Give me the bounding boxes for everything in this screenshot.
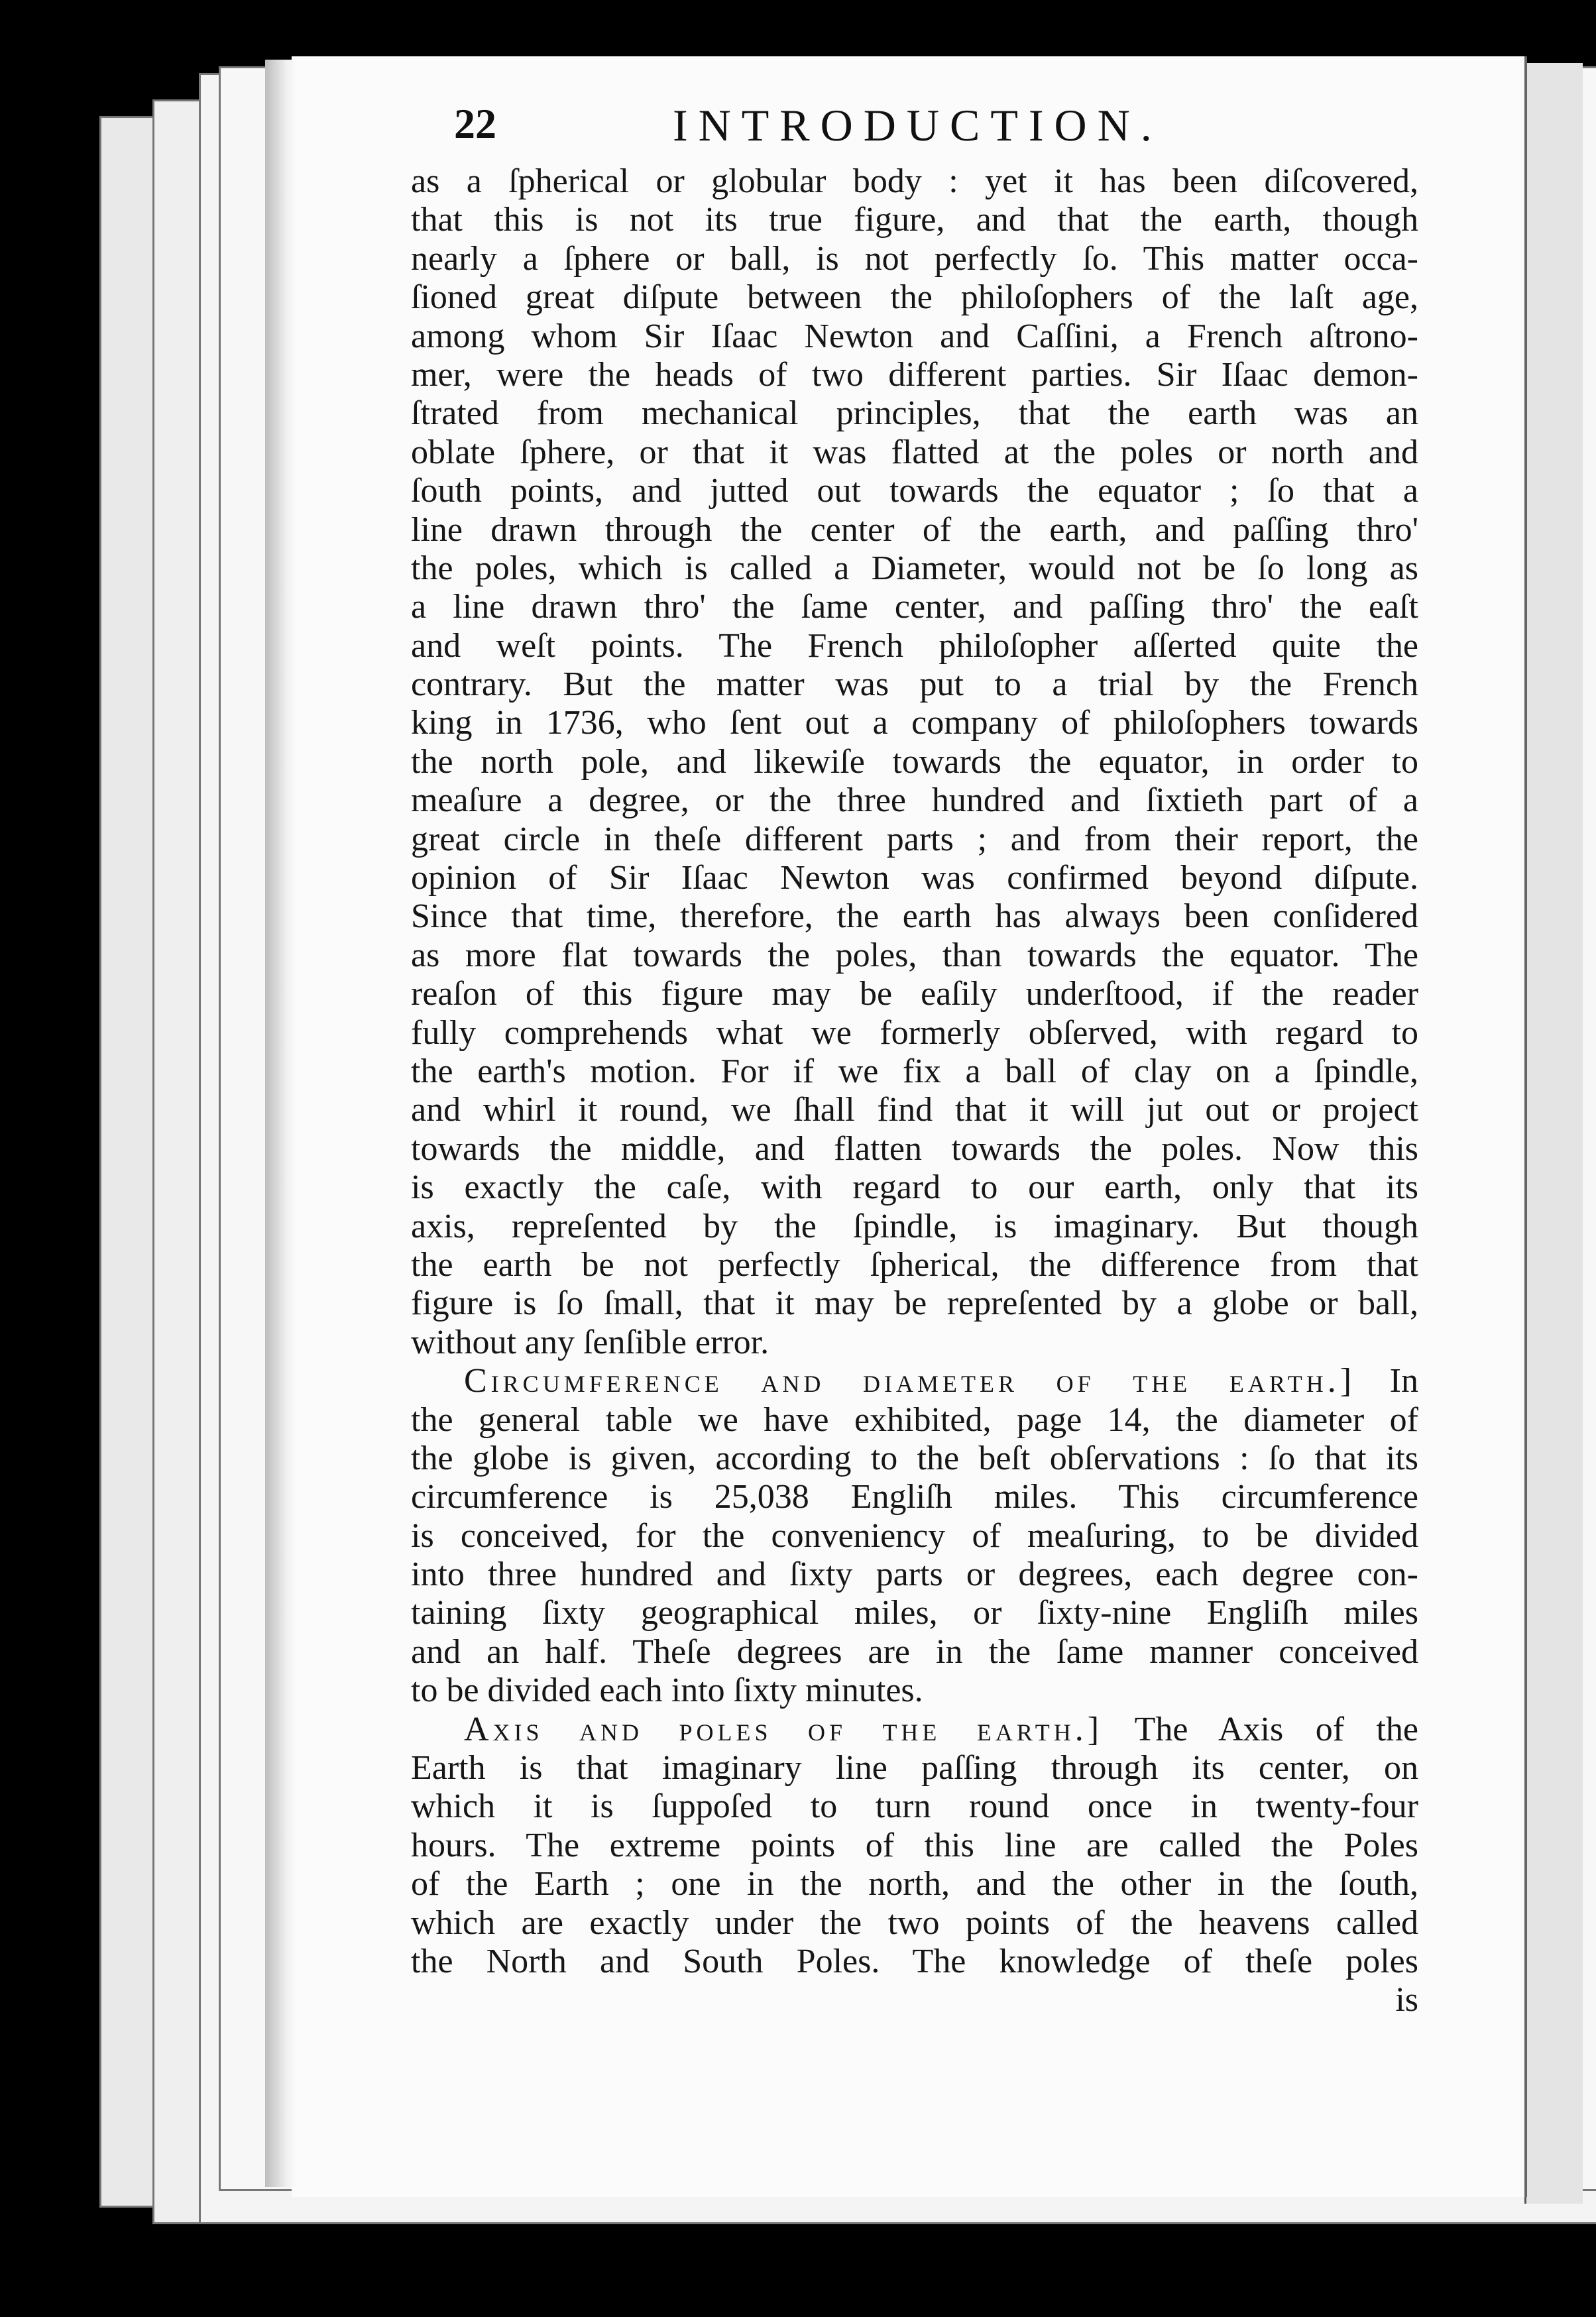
text-line: among whom Sir Iſaac Newton and Caſſini, a French aſtrono-: [411, 317, 1418, 355]
text-line: nearly a ſphere or ball, is not perfectly ſo. This matter occa-: [411, 239, 1418, 278]
text-line: fully comprehends what we formerly obſerved, with regard to: [411, 1013, 1418, 1052]
text-line: meaſure a degree, or the three hundred and ſixtieth part of a: [411, 781, 1418, 820]
text-line: king in 1736, who ſent out a company of philoſophers towards: [411, 704, 1418, 742]
section-first-line-text: In: [1389, 1362, 1418, 1400]
text-line: Earth is that imaginary line paſſing through its center, on: [411, 1749, 1418, 1787]
text-line: a line drawn thro' the ſame center, and paſſing thro' the eaſt: [411, 588, 1418, 626]
text-line: line drawn through the center of the earth, and paſſing thro': [411, 510, 1418, 549]
text-line: that this is not its true figure, and that the earth, though: [411, 201, 1418, 239]
text-line: contrary. But the matter was put to a trial by the French: [411, 665, 1418, 704]
text-line: which it is ſuppoſed to turn round once in twenty-four: [411, 1787, 1418, 1826]
text-line: and an half. Theſe degrees are in the ſame manner conceived: [411, 1632, 1418, 1671]
text-line: the earth's motion. For if we fix a ball of clay on a ſpindle,: [411, 1052, 1418, 1090]
paragraph-figure-of-earth: [411, 162, 1418, 1362]
text-line: ſouth points, and jutted out towards the equator ; ſo that a: [411, 472, 1418, 510]
facing-page-edge: [1524, 63, 1583, 2204]
text-line: mer, were the heads of two different parties. Sir Iſaac demon-: [411, 355, 1418, 394]
page-number: 22: [454, 100, 496, 147]
text-line: axis, repreſented by the ſpindle, is imaginary. But though: [411, 1207, 1418, 1245]
section-heading: Axis and poles of the earth.]: [464, 1710, 1104, 1748]
text-line: taining ſixty geographical miles, or ſixty-nine Engliſh miles: [411, 1594, 1418, 1632]
text-line: without any ſenſible error.: [411, 1323, 770, 1361]
page-header: [454, 99, 1415, 166]
catchword: is: [1395, 1981, 1418, 2019]
text-line: Since that time, therefore, the earth has always been conſidered: [411, 897, 1418, 936]
text-line: circumference is 25,038 Engliſh miles. This circumference: [411, 1478, 1418, 1516]
text-line: the North and South Poles. The knowledge of theſe poles: [411, 1942, 1418, 1980]
text-line: is conceived, for the conveniency of meaſuring, to be divided: [411, 1516, 1418, 1555]
text-line: into three hundred and ſixty parts or degrees, each degree con-: [411, 1555, 1418, 1594]
text-line: as more flat towards the poles, than towards the equator. The: [411, 936, 1418, 974]
text-line: hours. The extreme points of this line are called the Poles: [411, 1826, 1418, 1864]
text-line: ſtrated from mechanical principles, that the earth was an: [411, 394, 1418, 433]
text-line: and whirl it round, we ſhall find that it will jut out or project: [411, 1091, 1418, 1129]
page-gutter: [265, 60, 296, 2187]
text-line: as a ſpherical or globular body : yet it has been diſcovered,: [411, 162, 1418, 200]
body-text: [411, 162, 1418, 2020]
text-line: ſioned great diſpute between the philoſophers of the laſt age,: [411, 278, 1418, 317]
section-first-line: [411, 1711, 1418, 1749]
text-line: reaſon of this figure may be eaſily underſtood, if the reader: [411, 975, 1418, 1013]
text-line: of the Earth ; one in the north, and the other in the ſouth,: [411, 1865, 1418, 1903]
text-line: figure is ſo ſmall, that it may be repreſented by a globe or ball,: [411, 1284, 1418, 1323]
text-line: the earth be not perfectly ſpherical, the difference from that: [411, 1245, 1418, 1284]
section-first-line-text: The Axis of the: [1134, 1710, 1419, 1748]
running-head: INTRODUCTION.: [673, 100, 1163, 150]
section-first-line: [411, 1362, 1418, 1400]
text-line: the poles, which is called a Diameter, would not be ſo long as: [411, 549, 1418, 587]
text-line: to be divided each into ſixty minutes.: [411, 1671, 923, 1710]
paragraph-circumference: [411, 1362, 1418, 1711]
text-line: towards the middle, and flatten towards the poles. Now this: [411, 1129, 1418, 1168]
text-line: opinion of Sir Iſaac Newton was confirmed beyond diſpute.: [411, 859, 1418, 897]
text-line: the north pole, and likewiſe towards the equator, in order to: [411, 742, 1418, 781]
text-line: oblate ſphere, or that it was flatted at the poles or north and: [411, 433, 1418, 471]
text-line: which are exactly under the two points of the heavens called: [411, 1903, 1418, 1942]
text-line: the general table we have exhibited, page 14, the diameter of: [411, 1400, 1418, 1439]
paragraph-axis-and-poles: [411, 1711, 1418, 1982]
text-line: is exactly the caſe, with regard to our earth, only that its: [411, 1168, 1418, 1207]
text-line: the globe is given, according to the beſt obſervations : ſo that its: [411, 1439, 1418, 1477]
section-heading: Circumference and diameter of the earth.]: [464, 1362, 1356, 1400]
text-line: and weſt points. The French philoſopher aſſerted quite the: [411, 626, 1418, 665]
text-line: great circle in theſe different parts ; and from their report, the: [411, 820, 1418, 858]
